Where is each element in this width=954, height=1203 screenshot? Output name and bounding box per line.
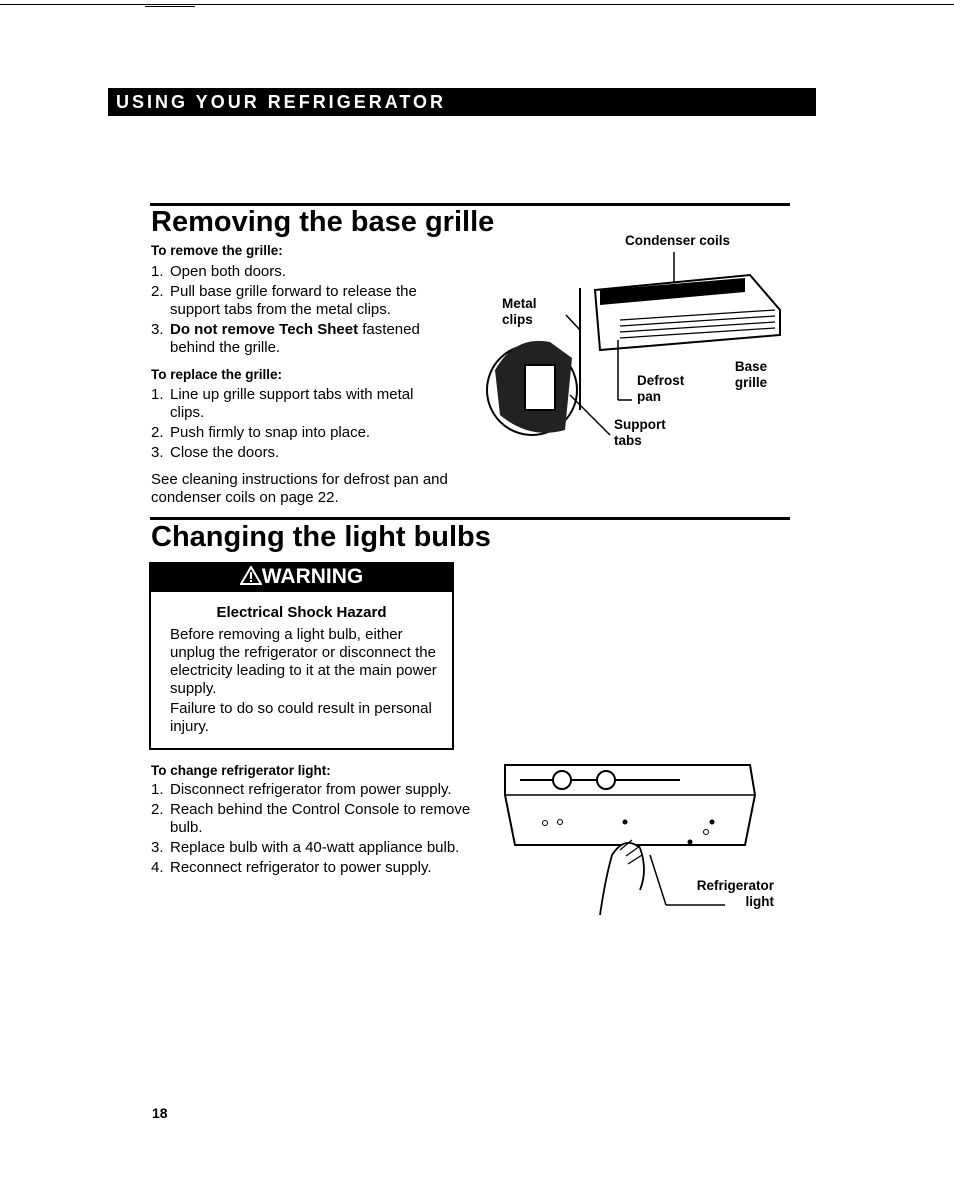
cleaning-note: See cleaning instructions for defrost pan and condenser coils on page 22. [151, 471, 448, 506]
warning-consequence: Failure to do so could result in personal injury. [170, 700, 432, 735]
section-title-light-bulbs: Changing the light bulbs [151, 521, 491, 553]
replace-grille-heading: To replace the grille: [151, 367, 283, 382]
page-number: 18 [152, 1105, 168, 1121]
replace-grille-steps [151, 386, 451, 464]
top-rule [0, 4, 954, 5]
warning-triangle-icon [240, 566, 262, 585]
top-rule-accent [145, 6, 195, 7]
label-condenser-coils: Condenser coils [625, 233, 731, 248]
section-header-title: USING YOUR REFRIGERATOR [116, 92, 447, 112]
warning-hazard: Electrical Shock Hazard [216, 604, 387, 621]
label-base-grille: Base grille [734, 359, 768, 390]
list-item: 2. Push firmly to snap into place. [151, 424, 371, 441]
list-item: 3. Do not remove Tech Sheet fastened behind the grille. [151, 321, 420, 356]
label-support-tabs: Support tabs [614, 417, 666, 448]
list-item: 3. Replace bulb with a 40-watt appliance bulb. [151, 839, 460, 856]
warning-title-row [149, 565, 454, 589]
list-item: 4. Reconnect refrigerator to power supply. [151, 859, 432, 876]
warning-text: Before removing a light bulb, either unplug the refrigerator or disconnect the electricity leading to it at the main power supply. [170, 626, 437, 697]
label-defrost-pan: Defrost pan [637, 373, 685, 404]
list-item: 1. Line up grille support tabs with metal clips. [151, 386, 414, 421]
list-item: 1. Open both doors. [151, 263, 286, 280]
remove-grille-heading: To remove the grille: [151, 243, 283, 258]
section-title-base-grille: Removing the base grille [151, 206, 495, 238]
label-refrigerator-light: Refrigerator light [696, 878, 774, 909]
change-light-steps [151, 781, 481, 879]
warning-title: WARNING [261, 565, 364, 588]
list-item: 2. Pull base grille forward to release the support tabs from the metal clips. [151, 283, 417, 318]
list-item: 1. Disconnect refrigerator from power supply. [151, 781, 452, 798]
remove-grille-steps [151, 263, 451, 359]
label-metal-clips: Metal clips [502, 296, 537, 327]
change-light-heading: To change refrigerator light: [151, 763, 331, 778]
list-item: 2. Reach behind the Control Console to remove bulb. [151, 801, 471, 836]
list-item: 3. Close the doors. [151, 444, 280, 461]
